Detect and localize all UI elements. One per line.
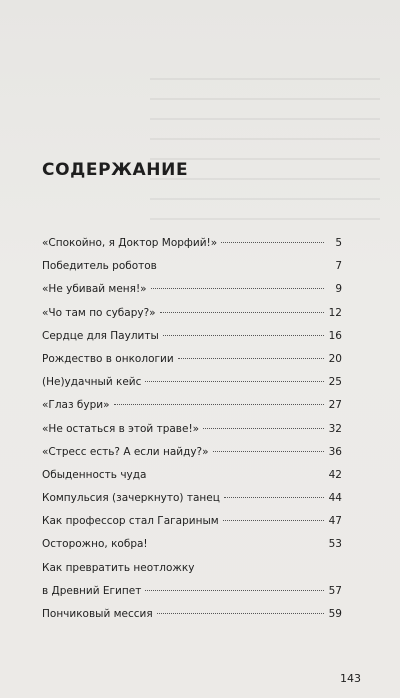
toc-entry-page: 57 xyxy=(328,584,342,597)
dot-leader xyxy=(163,335,324,336)
toc-entry-title: (Не)удачный кейс xyxy=(42,376,142,389)
toc-entry-title-line2: в Древний Египет xyxy=(42,584,142,597)
toc-entry-page: 36 xyxy=(328,445,342,458)
toc-entry-page: 53 xyxy=(328,538,342,551)
toc-entry-title: Компульсия (зачеркнуто) танец xyxy=(42,492,220,505)
toc-entry-title: «Чо там по субару?» xyxy=(42,306,156,319)
toc-entry xyxy=(42,283,342,306)
toc-entry xyxy=(42,260,342,283)
toc-heading: СОДЕРЖАНИЕ xyxy=(42,160,189,180)
toc-entry-title: «Спокойно, я Доктор Морфий!» xyxy=(42,237,218,249)
dot-leader xyxy=(223,520,324,521)
table-of-contents xyxy=(42,237,342,631)
toc-entry xyxy=(42,330,342,353)
dot-leader xyxy=(157,613,324,614)
dot-leader xyxy=(213,451,324,452)
toc-entry-page: 47 xyxy=(328,515,342,528)
toc-entry-page: 59 xyxy=(328,608,342,621)
toc-entry xyxy=(42,469,342,492)
toc-entry xyxy=(42,237,342,260)
toc-entry-line2 xyxy=(42,585,342,608)
toc-entry-title: «Не остаться в этой траве!» xyxy=(42,422,200,435)
toc-entry-page: 27 xyxy=(328,399,342,412)
toc-entry xyxy=(42,492,342,515)
toc-entry-title: «Глаз бури» xyxy=(42,399,110,412)
toc-entry-page: 25 xyxy=(328,376,342,389)
toc-entry xyxy=(42,608,342,631)
dot-leader xyxy=(221,242,324,243)
toc-entry xyxy=(42,423,342,446)
dot-leader xyxy=(224,497,324,498)
toc-entry-title: Пончиковый мессия xyxy=(42,608,153,621)
toc-entry xyxy=(42,353,342,376)
toc-entry xyxy=(42,538,342,561)
toc-entry xyxy=(42,399,342,422)
dot-leader xyxy=(145,381,324,382)
toc-entry xyxy=(42,376,342,399)
toc-entry xyxy=(42,515,342,538)
toc-entry xyxy=(42,562,342,608)
dot-leader xyxy=(203,428,324,429)
dot-leader xyxy=(145,590,324,591)
toc-entry-page: 44 xyxy=(328,492,342,505)
toc-entry-title: «Не убивай меня!» xyxy=(42,283,147,296)
toc-entry-title: Обыденность чуда xyxy=(42,468,147,481)
toc-entry-page: 12 xyxy=(328,306,342,319)
toc-entry-title: «Стресс есть? А если найду?» xyxy=(42,445,209,458)
toc-entry-title-line1: Как превратить неотложку xyxy=(42,561,195,574)
toc-entry xyxy=(42,446,342,469)
toc-entry-page: 42 xyxy=(328,468,342,481)
toc-entry-page: 9 xyxy=(335,283,342,296)
toc-entry-page: 20 xyxy=(328,352,342,365)
toc-entry-title: Сердце для Паулиты xyxy=(42,329,159,342)
dot-leader xyxy=(151,288,324,289)
toc-entry xyxy=(42,307,342,330)
toc-entry-page: 32 xyxy=(328,422,342,435)
toc-entry-title: Как профессор стал Гагариным xyxy=(42,515,219,528)
toc-entry-title: Рождество в онкологии xyxy=(42,352,174,365)
page-number: 143 xyxy=(340,672,361,685)
dot-leader xyxy=(178,358,324,359)
toc-entry-page: 16 xyxy=(328,329,342,342)
toc-entry-page: 5 xyxy=(335,237,342,249)
show-through-text xyxy=(150,60,380,220)
dot-leader xyxy=(114,404,325,405)
dot-leader xyxy=(160,312,324,313)
toc-entry-title: Осторожно, кобра! xyxy=(42,538,148,551)
toc-entry-title: Победитель роботов xyxy=(42,260,157,273)
toc-entry-page: 7 xyxy=(335,260,342,273)
